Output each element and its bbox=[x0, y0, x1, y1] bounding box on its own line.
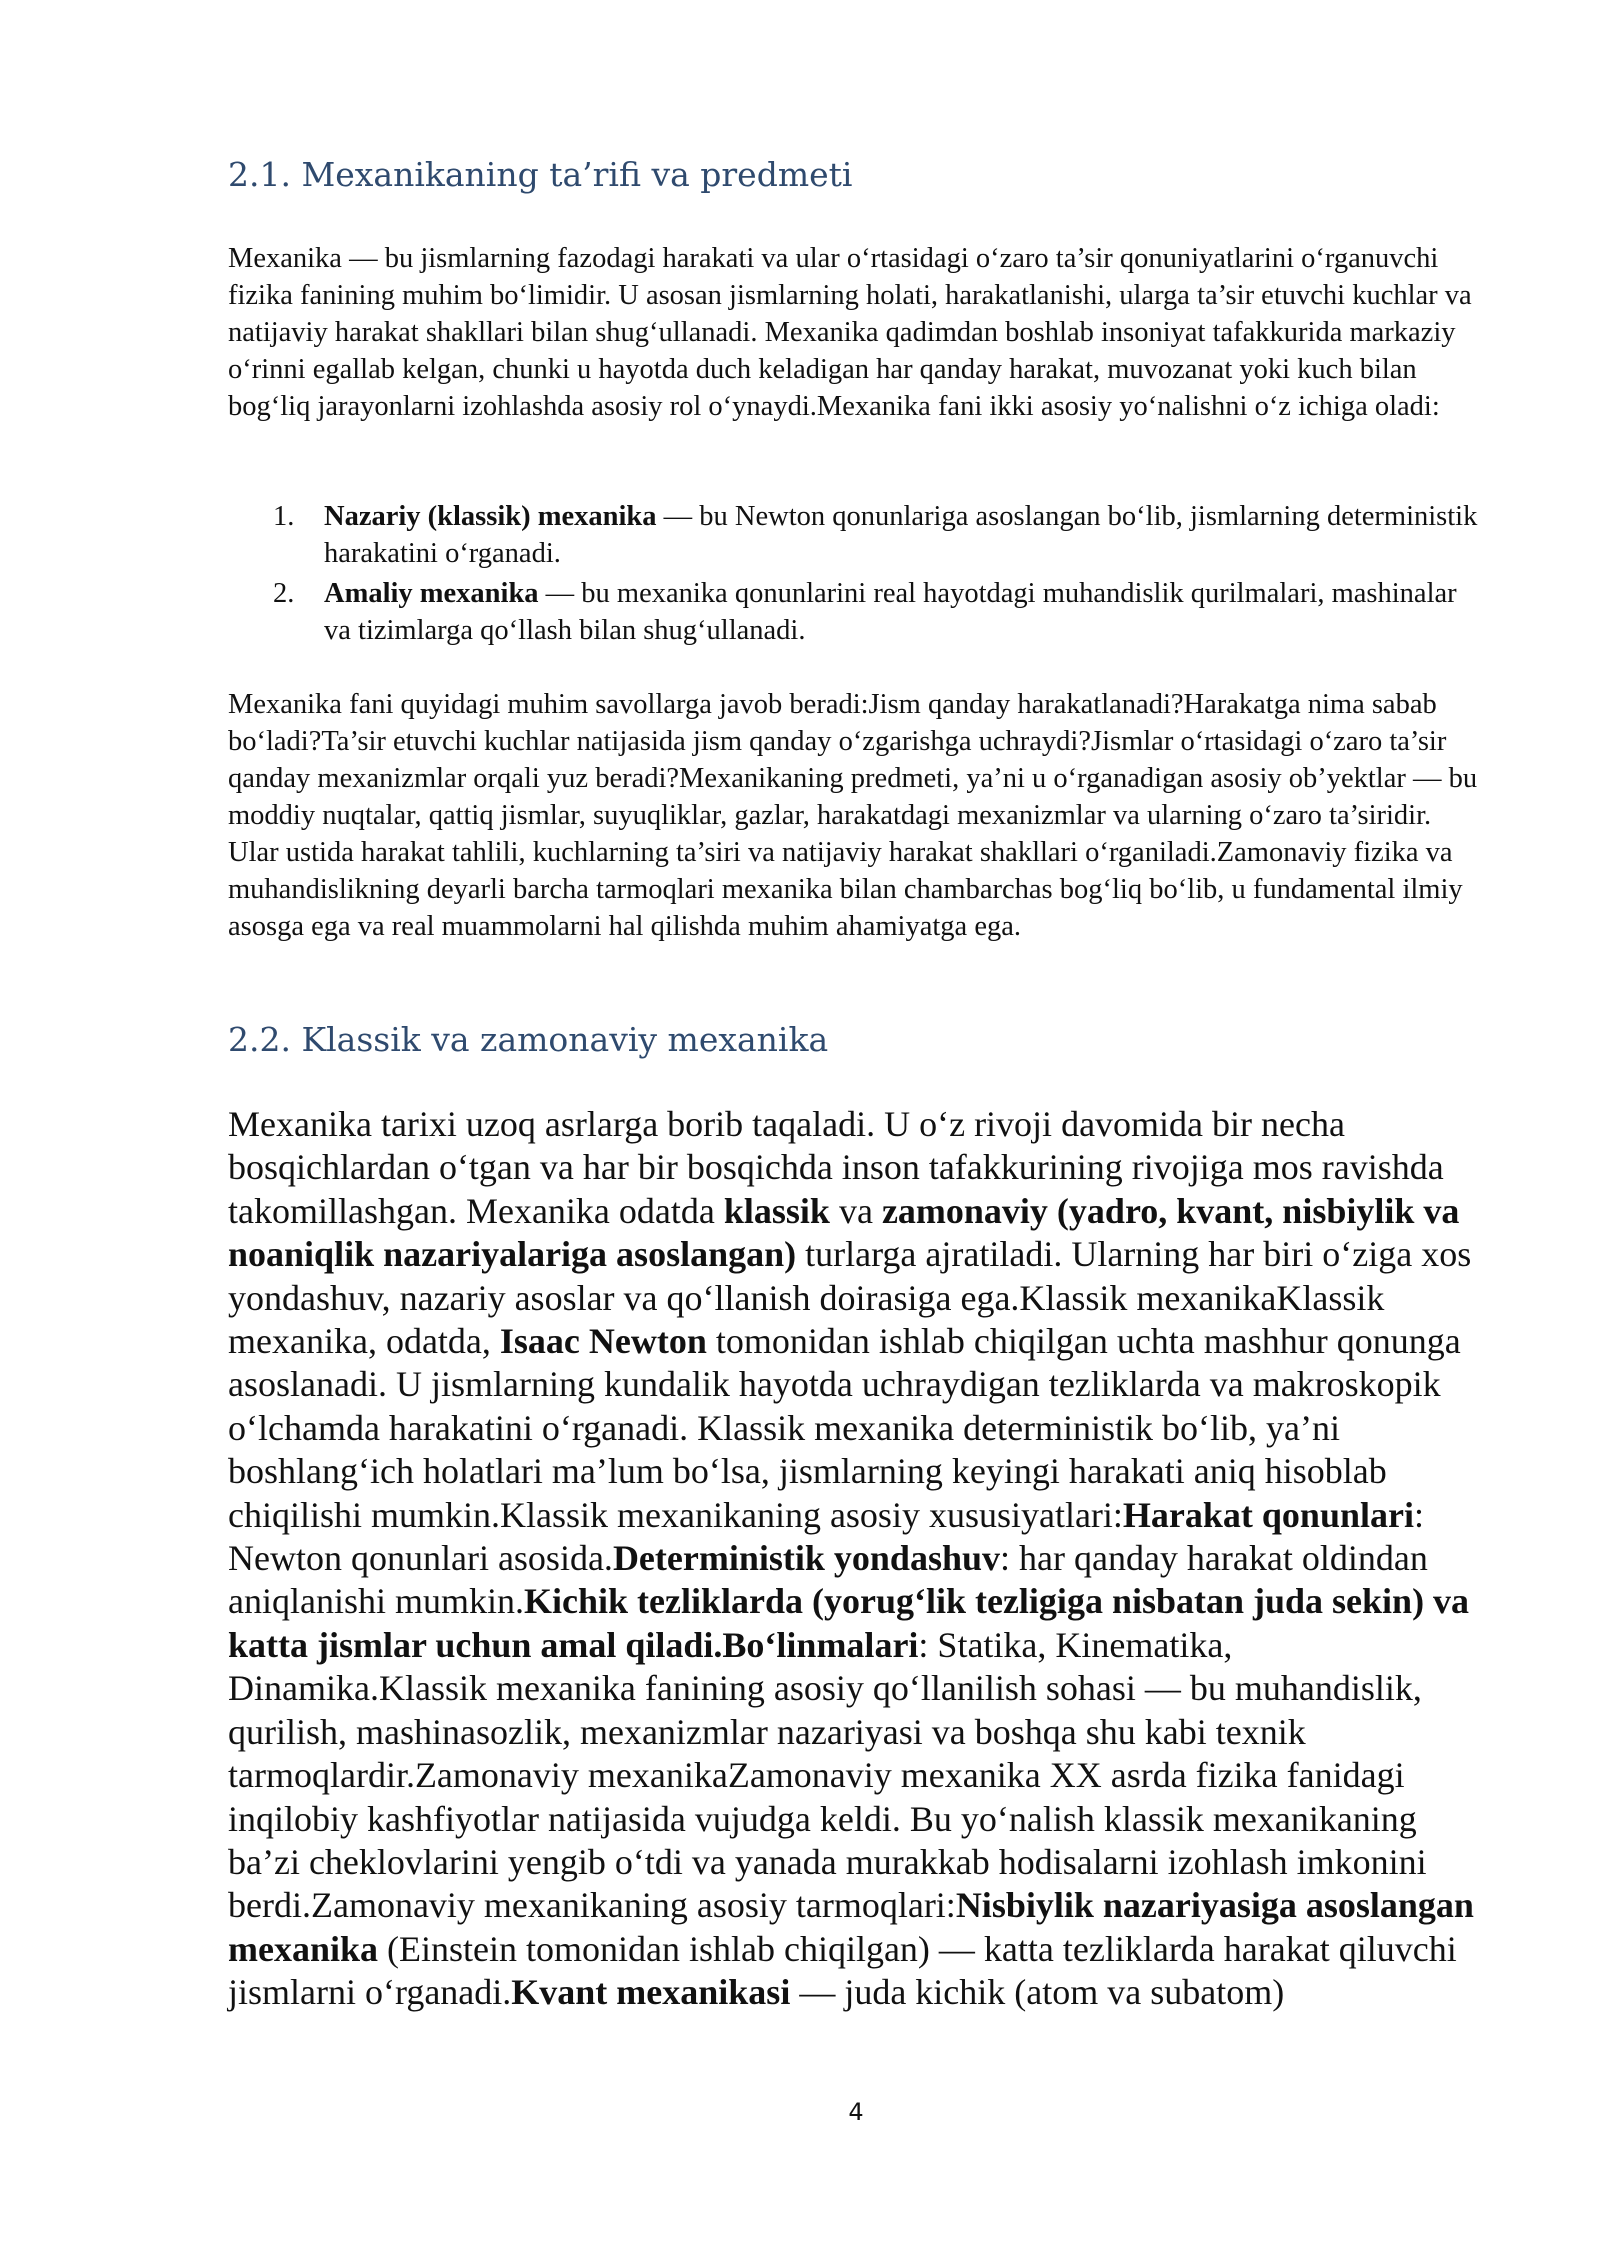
list-item-text: — bu Newton qonunlariga asoslangan bo‘lib, jismlarning deterministik harakatini o‘rganadi. bbox=[324, 501, 1478, 569]
history-paragraph bbox=[228, 1103, 1484, 2015]
bold-run: Bo‘linmalari bbox=[722, 1624, 919, 1665]
bold-run: Nisbiylik nazariyasiga asoslangan mexanika bbox=[228, 1885, 1474, 1969]
document-page bbox=[228, 0, 1484, 2262]
page-number: 4 bbox=[848, 2098, 864, 2126]
text-run: tomonidan ishlab chiqilgan uchta mashhur qonunga asoslanadi. U jismlarning kundalik hayotda uchraydigan tezliklarda va makroskopik o‘lchamda harakatini o‘rganadi. Klassik mexanika deterministik bo‘lib, ya’ni boshlang‘ich holatlari ma’lum bo‘lsa, jismlarning keyingi harakati aniq hisoblab chiqilishi mumkin.Klassik mexanikaning asosiy xususiyatlari: bbox=[228, 1321, 1461, 1535]
bold-run: klassik bbox=[723, 1190, 830, 1231]
list-item-number: 1. bbox=[273, 501, 295, 532]
text-run: — juda kichik (atom va subatom) bbox=[790, 1972, 1285, 2013]
text-run: (Einstein tomonidan ishlab chiqilgan) — katta tezliklarda harakat qiluvchi jismlarni o‘rganadi. bbox=[228, 1928, 1457, 2013]
questions-paragraph: Mexanika fani quyidagi muhim savollarga javob beradi:Jism qanday harakatlanadi?Harakatga nima sabab bo‘ladi?Ta’sir etuvchi kuchlar natijasida jism qanday o‘zgarishga uchraydi?Jismlar o‘rtasidagi o‘zaro ta’sir qanday mexanizmlar orqali yuz beradi?Mexanikaning predmeti, ya’ni u o‘rganadigan asosiy ob’yektlar — bu moddiy nuqtalar, qattiq jismlar, suyuqliklar, gazlar, harakatdagi mexanizmlar va ularning o‘zaro ta’siridir. Ular ustida harakat tahlili, kuchlarning ta’siri va natijaviy harakat shakllari o‘rganiladi.Zamonaviy fizika va muhandislikning deyarli barcha tarmoqlari mexanika bilan chambarchas bog‘liq bo‘lib, u fundamental ilmiy asosga ega va real muammolarni hal qilishda muhim ahamiyatga ega. bbox=[228, 689, 1478, 942]
bold-run: Isaac Newton bbox=[499, 1321, 707, 1362]
intro-paragraph: Mexanika — bu jismlarning fazodagi harakati va ular o‘rtasidagi o‘zaro ta’sir qonuniyatlarini o‘rganuvchi fizika fanining muhim bo‘limidir. U asosan jismlarning holati, harakatlanishi, ularga ta’sir etuvchi kuchlar va natijaviy harakat shakllari bilan shug‘ullanadi. Mexanika qadimdan boshlab insoniyat tafakkurida markaziy o‘rinni egallab kelgan, chunki u hayotda duch keladigan har qanday harakat, muvozanat yoki kuch bilan bog‘liq jarayonlarni izohlashda asosiy rol o‘ynaydi.Mexanika fani ikki asosiy yo‘nalishni o‘z ichiga oladi: bbox=[228, 243, 1472, 422]
bold-run: Harakat qonunlari bbox=[1122, 1494, 1414, 1535]
list-item-term: Amaliy mexanika bbox=[324, 578, 539, 609]
text-run: turlarga ajratiladi. Ularning har biri o‘ziga xos yondashuv, nazariy asoslar va qo‘llanish doirasiga ega.Klassik mexanikaKlassik mexanika, odatda, bbox=[228, 1234, 1472, 1362]
bold-run: Kvant mexanikasi bbox=[511, 1972, 791, 2013]
bold-run: zamonaviy (yadro, kvant, nisbiylik va noaniqlik nazariyalariga asoslangan) bbox=[228, 1190, 1460, 1275]
bold-run: Deterministik yondashuv bbox=[612, 1538, 1000, 1579]
list-item-number: 2. bbox=[273, 578, 295, 609]
text-run: Mexanika tarixi uzoq asrlarga borib taqaladi. U o‘z rivoji davomida bir necha bosqichlardan o‘tgan va har bir bosqichda inson tafakkurining rivojiga mos ravishda takomillashgan. Mexanika odatda bbox=[228, 1104, 1444, 1231]
section-heading-2-1: 2.1. Mexanikaning ta’rifi va predmeti bbox=[228, 155, 853, 194]
numbered-list bbox=[273, 498, 1484, 652]
text-run: : Statika, Kinematika, Dinamika.Klassik mexanika fanining asosiy qo‘llanilish sohasi — bu muhandislik, qurilish, mashinasozlik, mexanizmlar nazariyasi va boshqa shu kabi texnik tarmoqlardir.Zamonaviy mexanikaZamonaviy mexanika XX asrda fizika fanidagi inqilobiy kashfiyotlar natijasida vujudga keldi. Bu yo‘nalish klassik mexanikaning ba’zi cheklovlarini yengib o‘tdi va yanada murakkab hodisalarni izohlash imkonini berdi.Zamonaviy mexanikaning asosiy tarmoqlari: bbox=[228, 1624, 1427, 1926]
text-run: : Newton qonunlari asosida. bbox=[228, 1494, 1424, 1579]
list-item bbox=[273, 498, 1484, 572]
list-item-text: — bu mexanika qonunlarini real hayotdagi muhandislik qurilmalari, mashinalar va tizimlarga qo‘llash bilan shug‘ullanadi. bbox=[324, 578, 1457, 646]
text-run: : har qanday harakat oldindan aniqlanishi mumkin. bbox=[228, 1538, 1428, 1622]
section-heading-2-2: 2.2. Klassik va zamonaviy mexanika bbox=[228, 1020, 829, 1059]
text-run: va bbox=[829, 1190, 882, 1231]
list-item-term: Nazariy (klassik) mexanika bbox=[324, 501, 657, 532]
list-item bbox=[273, 575, 1484, 649]
bold-run: Kichik tezliklarda (yorug‘lik tezligiga nisbatan juda sekin) va katta jismlar uchun amal qiladi. bbox=[228, 1581, 1470, 1665]
